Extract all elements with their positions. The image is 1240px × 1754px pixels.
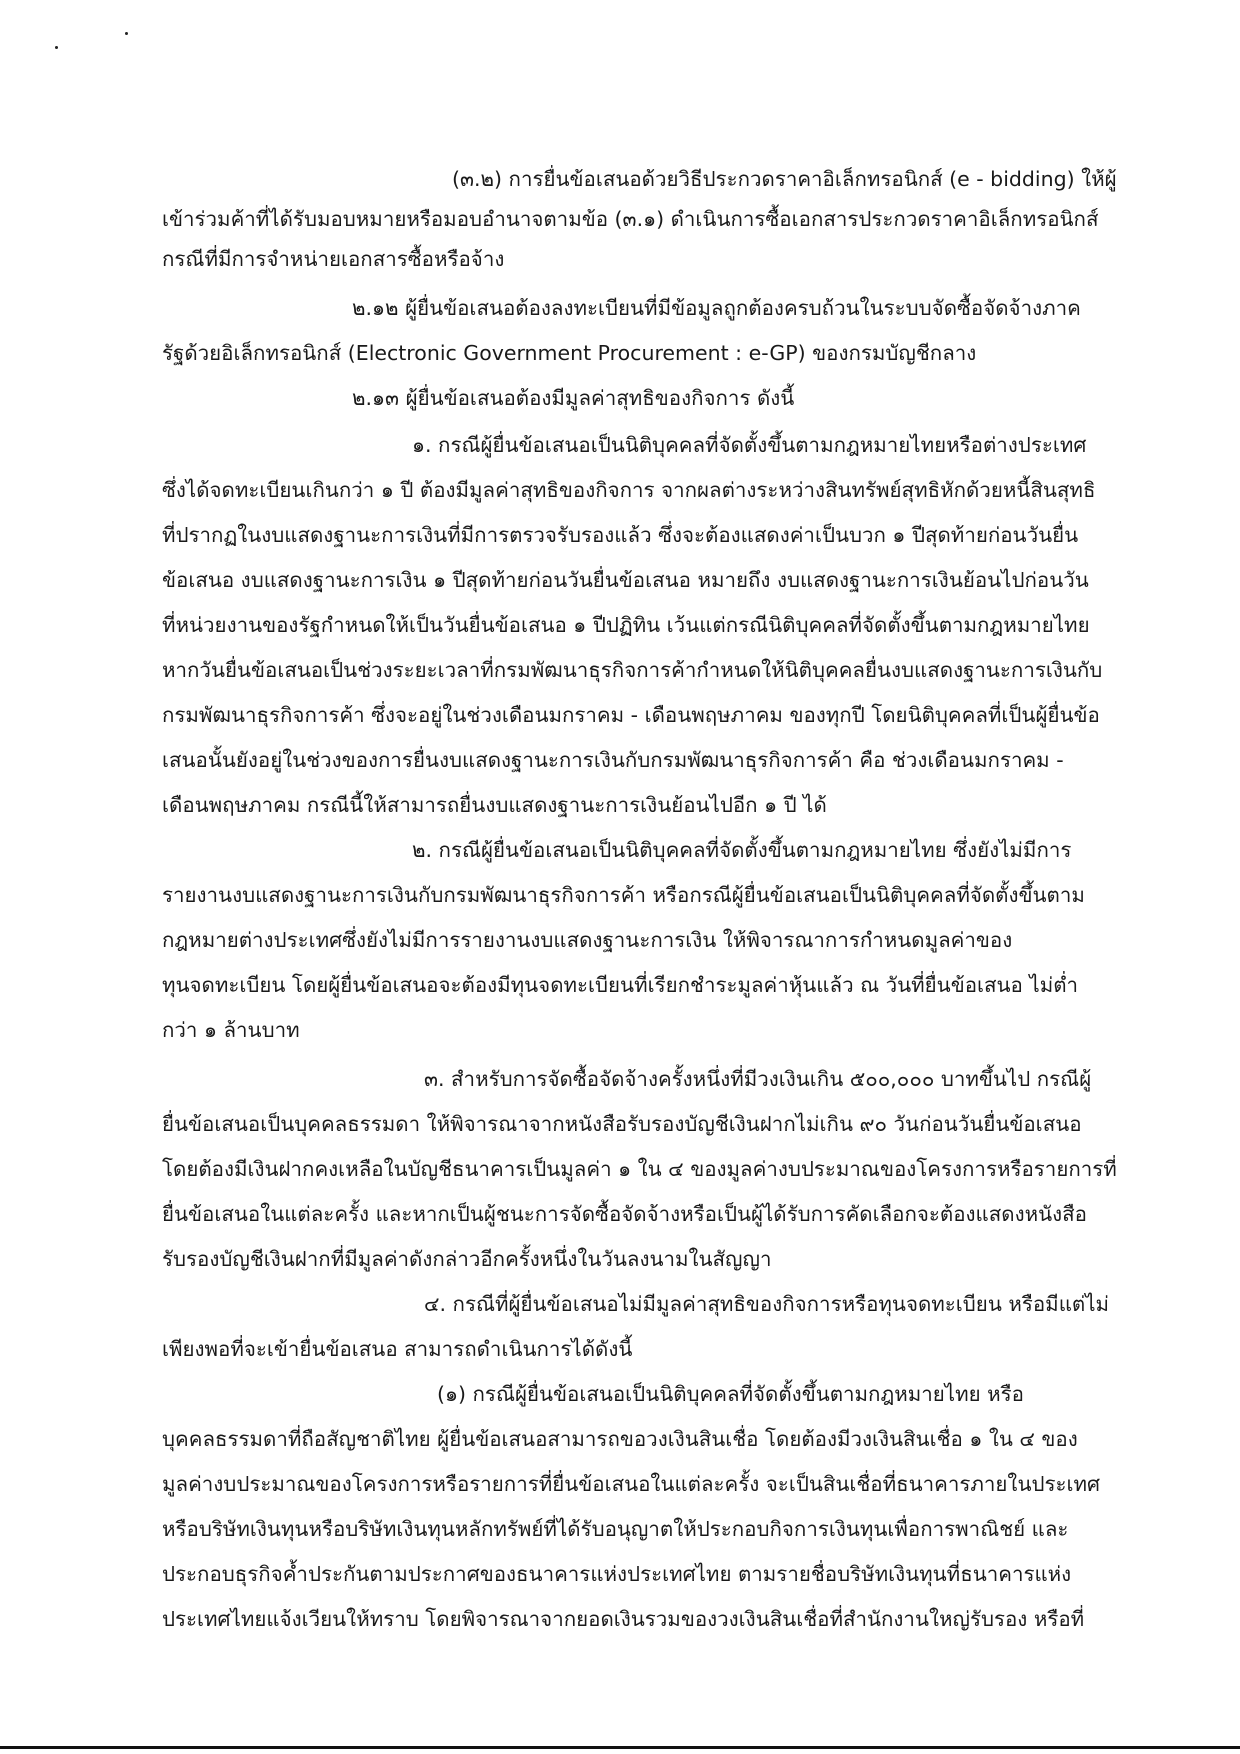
paragraph-line: ข้อเสนอ งบแสดงฐานะการเงิน ๑ ปีสุดท้ายก่อนวันยื่นข้อเสนอ หมายถึง งบแสดงฐานะการเงินย้อนไปก่อนวัน <box>162 568 1089 592</box>
paragraph-line: ที่หน่วยงานของรัฐกำหนดให้เป็นวันยื่นข้อเสนอ ๑ ปีปฏิทิน เว้นแต่กรณีนิติบุคคลที่จัดตั้งขึ้นตามกฎหมายไทย <box>162 613 1090 637</box>
paragraph-line: ยื่นข้อเสนอเป็นบุคคลธรรมดา ให้พิจารณาจากหนังสือรับรองบัญชีเงินฝากไม่เกิน ๙๐ วันก่อนวันยื่นข้อเสนอ <box>162 1112 1082 1136</box>
paragraph-line: เพียงพอที่จะเข้ายื่นข้อเสนอ สามารถดำเนินการได้ดังนี้ <box>162 1337 633 1361</box>
paragraph-line: ๑. กรณีผู้ยื่นข้อเสนอเป็นนิติบุคคลที่จัดตั้งขึ้นตามกฎหมายไทยหรือต่างประเทศ <box>412 433 1087 457</box>
paragraph-line: ยื่นข้อเสนอในแต่ละครั้ง และหากเป็นผู้ชนะการจัดซื้อจัดจ้างหรือเป็นผู้ได้รับการคัดเลือกจะต้องแสดงหนังสือ <box>162 1202 1087 1226</box>
paragraph-line: บุคคลธรรมดาที่ถือสัญชาติไทย ผู้ยื่นข้อเสนอสามารถขอวงเงินสินเชื่อ โดยต้องมีวงเงินสินเชื่อ ๑ ใน ๔ ของ <box>162 1427 1078 1451</box>
paragraph-line: รับรองบัญชีเงินฝากที่มีมูลค่าดังกล่าวอีกครั้งหนึ่งในวันลงนามในสัญญา <box>162 1247 772 1271</box>
paragraph-line: เดือนพฤษภาคม กรณีนี้ให้สามารถยื่นงบแสดงฐานะการเงินย้อนไปอีก ๑ ปี ได้ <box>162 793 827 817</box>
paragraph-line: (๓.๒) การยื่นข้อเสนอด้วยวิธีประกวดราคาอิเล็กทรอนิกส์ (e - bidding) ให้ผู้ <box>452 167 1117 191</box>
paragraph-line: มูลค่างบประมาณของโครงการหรือรายการที่ยื่นข้อเสนอในแต่ละครั้ง จะเป็นสินเชื่อที่ธนาคารภายในประเทศ <box>162 1472 1101 1496</box>
paragraph-line: (๑) กรณีผู้ยื่นข้อเสนอเป็นนิติบุคคลที่จัดตั้งขึ้นตามกฎหมายไทย หรือ <box>437 1382 1024 1406</box>
paragraph-line: ๒.๑๓ ผู้ยื่นข้อเสนอต้องมีมูลค่าสุทธิของกิจการ ดังนี้ <box>352 386 795 410</box>
paragraph-line: กรณีที่มีการจำหน่ายเอกสารซื้อหรือจ้าง <box>162 247 505 271</box>
paragraph-line: กฎหมายต่างประเทศซึ่งยังไม่มีการรายงานงบแสดงฐานะการเงิน ให้พิจารณาการกำหนดมูลค่าของ <box>162 928 1013 952</box>
paragraph-line: ๒. กรณีผู้ยื่นข้อเสนอเป็นนิติบุคคลที่จัดตั้งขึ้นตามกฎหมายไทย ซึ่งยังไม่มีการ <box>412 838 1072 862</box>
paragraph-line: ๓. สำหรับการจัดซื้อจัดจ้างครั้งหนึ่งที่มีวงเงินเกิน ๕๐๐,๐๐๐ บาทขึ้นไป กรณีผู้ <box>424 1067 1092 1091</box>
paragraph-line: ซึ่งได้จดทะเบียนเกินกว่า ๑ ปี ต้องมีมูลค่าสุทธิของกิจการ จากผลต่างระหว่างสินทรัพย์สุทธิหักด้วยหนี้สินสุทธิ <box>162 478 1096 502</box>
paragraph-line: ๒.๑๒ ผู้ยื่นข้อเสนอต้องลงทะเบียนที่มีข้อมูลถูกต้องครบถ้วนในระบบจัดซื้อจัดจ้างภาค <box>352 296 1081 320</box>
paragraph-line: ประเทศไทยแจ้งเวียนให้ทราบ โดยพิจารณาจากยอดเงินรวมของวงเงินสินเชื่อที่สำนักงานใหญ่รับรอง หรือที่ <box>162 1607 1085 1631</box>
paragraph-line: รายงานงบแสดงฐานะการเงินกับกรมพัฒนาธุรกิจการค้า หรือกรณีผู้ยื่นข้อเสนอเป็นนิติบุคคลที่จัดตั้งขึ้นตาม <box>162 883 1085 907</box>
paragraph-line: โดยต้องมีเงินฝากคงเหลือในบัญชีธนาคารเป็นมูลค่า ๑ ใน ๔ ของมูลค่างบประมาณของโครงการหรือรายการที่ <box>162 1157 1117 1181</box>
scan-edge-line <box>0 1746 1240 1749</box>
paragraph-line: ประกอบธุรกิจค้ำประกันตามประกาศของธนาคารแห่งประเทศไทย ตามรายชื่อบริษัทเงินทุนที่ธนาคารแห่ง <box>162 1562 1072 1586</box>
paragraph-line: รัฐด้วยอิเล็กทรอนิกส์ (Electronic Government Procurement : e-GP) ของกรมบัญชีกลาง <box>162 341 977 365</box>
paragraph-line: หากวันยื่นข้อเสนอเป็นช่วงระยะเวลาที่กรมพัฒนาธุรกิจการค้ากำหนดให้นิติบุคคลยื่นงบแสดงฐานะการเงินกับ <box>162 658 1103 682</box>
paragraph-line: หรือบริษัทเงินทุนหรือบริษัทเงินทุนหลักทรัพย์ที่ได้รับอนุญาตให้ประกอบกิจการเงินทุนเพื่อการพาณิชย์ และ <box>162 1517 1069 1541</box>
paragraph-line: ที่ปรากฏในงบแสดงฐานะการเงินที่มีการตรวจรับรองแล้ว ซึ่งจะต้องแสดงค่าเป็นบวก ๑ ปีสุดท้ายก่อนวันยื่น <box>162 523 1079 547</box>
scan-speck <box>125 32 128 35</box>
paragraph-line: เสนอนั้นยังอยู่ในช่วงของการยื่นงบแสดงฐานะการเงินกับกรมพัฒนาธุรกิจการค้า คือ ช่วงเดือนมกราคม - <box>162 748 1064 772</box>
paragraph-line: เข้าร่วมค้าที่ได้รับมอบหมายหรือมอบอำนาจตามข้อ (๓.๑) ดำเนินการซื้อเอกสารประกวดราคาอิเล็กทรอนิกส์ <box>162 207 1099 231</box>
paragraph-line: กว่า ๑ ล้านบาท <box>162 1018 300 1042</box>
paragraph-line: ทุนจดทะเบียน โดยผู้ยื่นข้อเสนอจะต้องมีทุนจดทะเบียนที่เรียกชำระมูลค่าหุ้นแล้ว ณ วันที่ยื่นข้อเสนอ ไม่ต่ำ <box>162 973 1079 997</box>
scan-speck <box>55 46 58 49</box>
paragraph-line: ๔. กรณีที่ผู้ยื่นข้อเสนอไม่มีมูลค่าสุทธิของกิจการหรือทุนจดทะเบียน หรือมีแต่ไม่ <box>424 1292 1110 1316</box>
paragraph-line: กรมพัฒนาธุรกิจการค้า ซึ่งจะอยู่ในช่วงเดือนมกราคม - เดือนพฤษภาคม ของทุกปี โดยนิติบุคคลที่เป็นผู้ยื่นข้อ <box>162 703 1100 727</box>
